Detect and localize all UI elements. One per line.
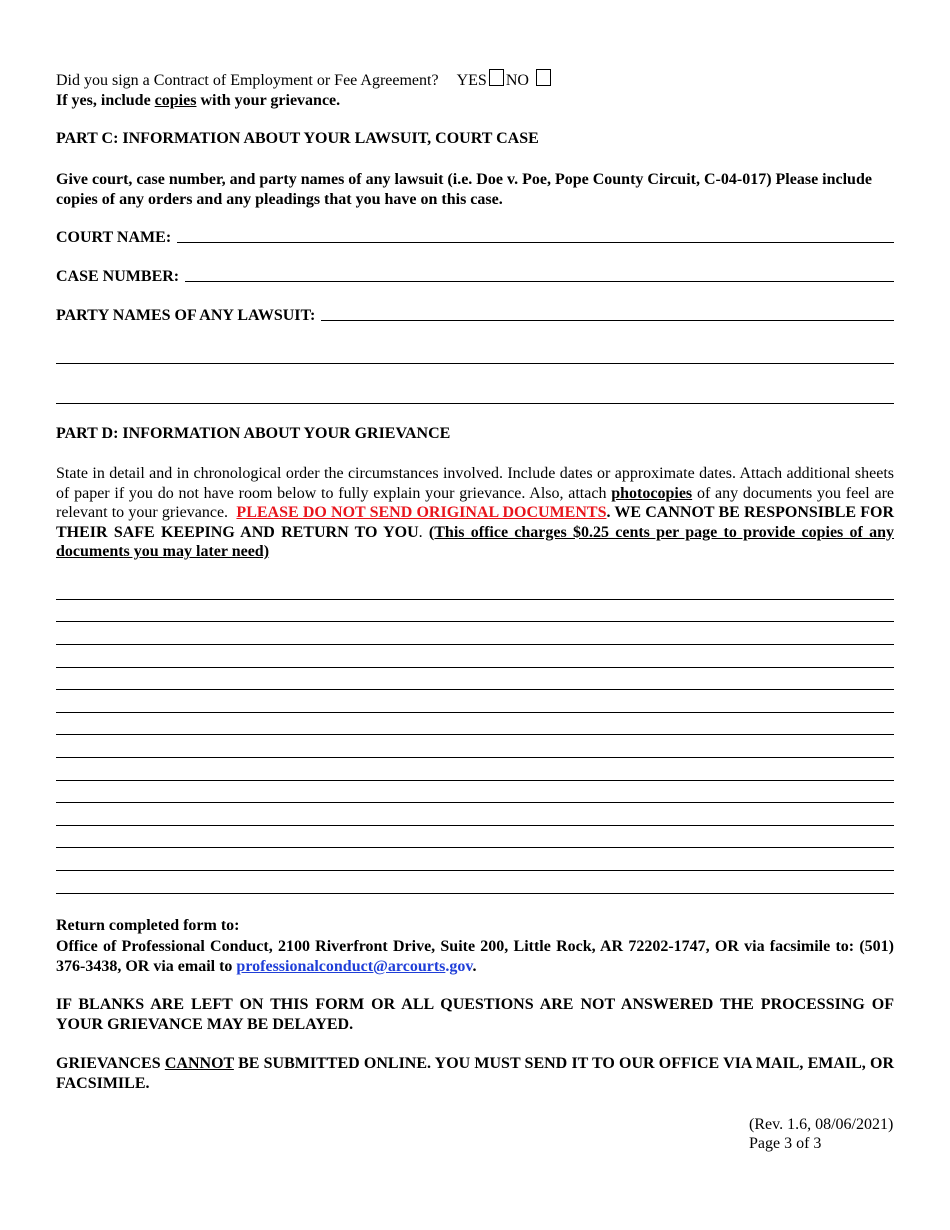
contract-question-row (56, 69, 894, 90)
include-suffix: with your grievance. (200, 92, 341, 109)
part-d-instructions (56, 464, 894, 562)
online-notice (56, 1054, 894, 1093)
court-name-label: COURT NAME: (56, 229, 172, 246)
include-prefix: If yes, include (56, 92, 151, 109)
responsibility-warning: . WE CANNOT BE RESPONSIBLE FOR THEIR SAFE KEEPING AND RETURN TO YOU (56, 504, 894, 541)
part-d-text-2: of any documents you feel are relevant to your grievance. (56, 484, 895, 521)
case-number-label: CASE NUMBER: (56, 268, 180, 285)
grievance-line[interactable] (56, 644, 894, 645)
email-tld[interactable]: .gov (445, 957, 473, 975)
grievance-line[interactable] (56, 689, 894, 690)
online-cannot: CANNOT (164, 1055, 234, 1072)
no-originals-warning: PLEASE DO NOT SEND ORIGINAL DOCUMENTS (236, 504, 607, 521)
page-number: Page 3 of 3 (749, 1135, 822, 1152)
part-c-heading: PART C: INFORMATION ABOUT YOUR LAWSUIT, COURT CASE (56, 130, 539, 147)
party-names-label: PARTY NAMES OF ANY LAWSUIT: (56, 307, 316, 324)
court-name-field (56, 228, 894, 247)
photocopies-emphasis: photocopies (611, 484, 693, 502)
email-link[interactable]: professionalconduct@arcourts (236, 957, 446, 975)
period: . (418, 523, 423, 541)
court-name-input[interactable] (177, 228, 894, 243)
copies-fee-note: (This office charges $0.25 cents per page to provide copies of any documents you may later need) (56, 523, 895, 560)
include-copies-note (56, 92, 340, 110)
grievance-line[interactable] (56, 825, 894, 826)
grievance-line[interactable] (56, 780, 894, 781)
grievance-line[interactable] (56, 734, 894, 735)
include-copies: copies (154, 92, 197, 109)
online-prefix: GRIEVANCES (56, 1055, 161, 1072)
return-end: . (472, 957, 477, 975)
no-label: NO (505, 72, 529, 89)
case-number-input[interactable] (185, 267, 894, 282)
blanks-warning: IF BLANKS ARE LEFT ON THIS FORM OR ALL QUESTIONS ARE NOT ANSWERED THE PROCESSING OF YOUR GRIEVANCE MAY BE DELAYED. (56, 996, 894, 1033)
revision-label: (Rev. 1.6, 08/06/2021) (749, 1116, 894, 1133)
grievance-line[interactable] (56, 870, 894, 871)
footer (749, 1115, 909, 1153)
party-names-input[interactable] (321, 306, 894, 321)
party-names-field (56, 306, 894, 325)
yes-label: YES (456, 72, 487, 89)
contract-question: Did you sign a Contract of Employment or Fee Agreement? (56, 72, 439, 89)
online-suffix: BE SUBMITTED ONLINE. YOU MUST SEND IT TO OUR OFFICE VIA MAIL, EMAIL, OR FACSIMILE. (56, 1055, 895, 1092)
grievance-line[interactable] (56, 667, 894, 668)
grievance-line[interactable] (56, 847, 894, 848)
part-c-instructions: Give court, case number, and party names of any lawsuit (i.e. Doe v. Poe, Pope County Circuit, C-04-017) Please include copies of any orders and any pleadings that you have on this case. (56, 171, 872, 208)
grievance-line[interactable] (56, 893, 894, 894)
return-address-text: Office of Professional Conduct, 2100 Riverfront Drive, Suite 200, Little Rock, AR 72202-1747, OR via facsimile to: (501) 376-3438, OR via email to (56, 938, 894, 975)
return-address (56, 937, 894, 976)
party-names-line-3[interactable] (56, 403, 894, 404)
grievance-line[interactable] (56, 621, 894, 622)
case-number-field (56, 267, 894, 286)
no-checkbox[interactable] (536, 69, 551, 86)
grievance-line[interactable] (56, 599, 894, 600)
party-names-line-2[interactable] (56, 363, 894, 364)
grievance-line[interactable] (56, 712, 894, 713)
part-d-text-1: State in detail and in chronological order the circumstances involved. Include dates or approximate dates. Attach additional sheets of paper if you do not have room below to fully explain your grievance. Also, attach (56, 465, 894, 502)
yes-checkbox[interactable] (489, 69, 504, 86)
part-d-heading: PART D: INFORMATION ABOUT YOUR GRIEVANCE (56, 425, 451, 442)
grievance-line[interactable] (56, 802, 894, 803)
return-heading: Return completed form to: (56, 917, 240, 934)
grievance-line[interactable] (56, 757, 894, 758)
